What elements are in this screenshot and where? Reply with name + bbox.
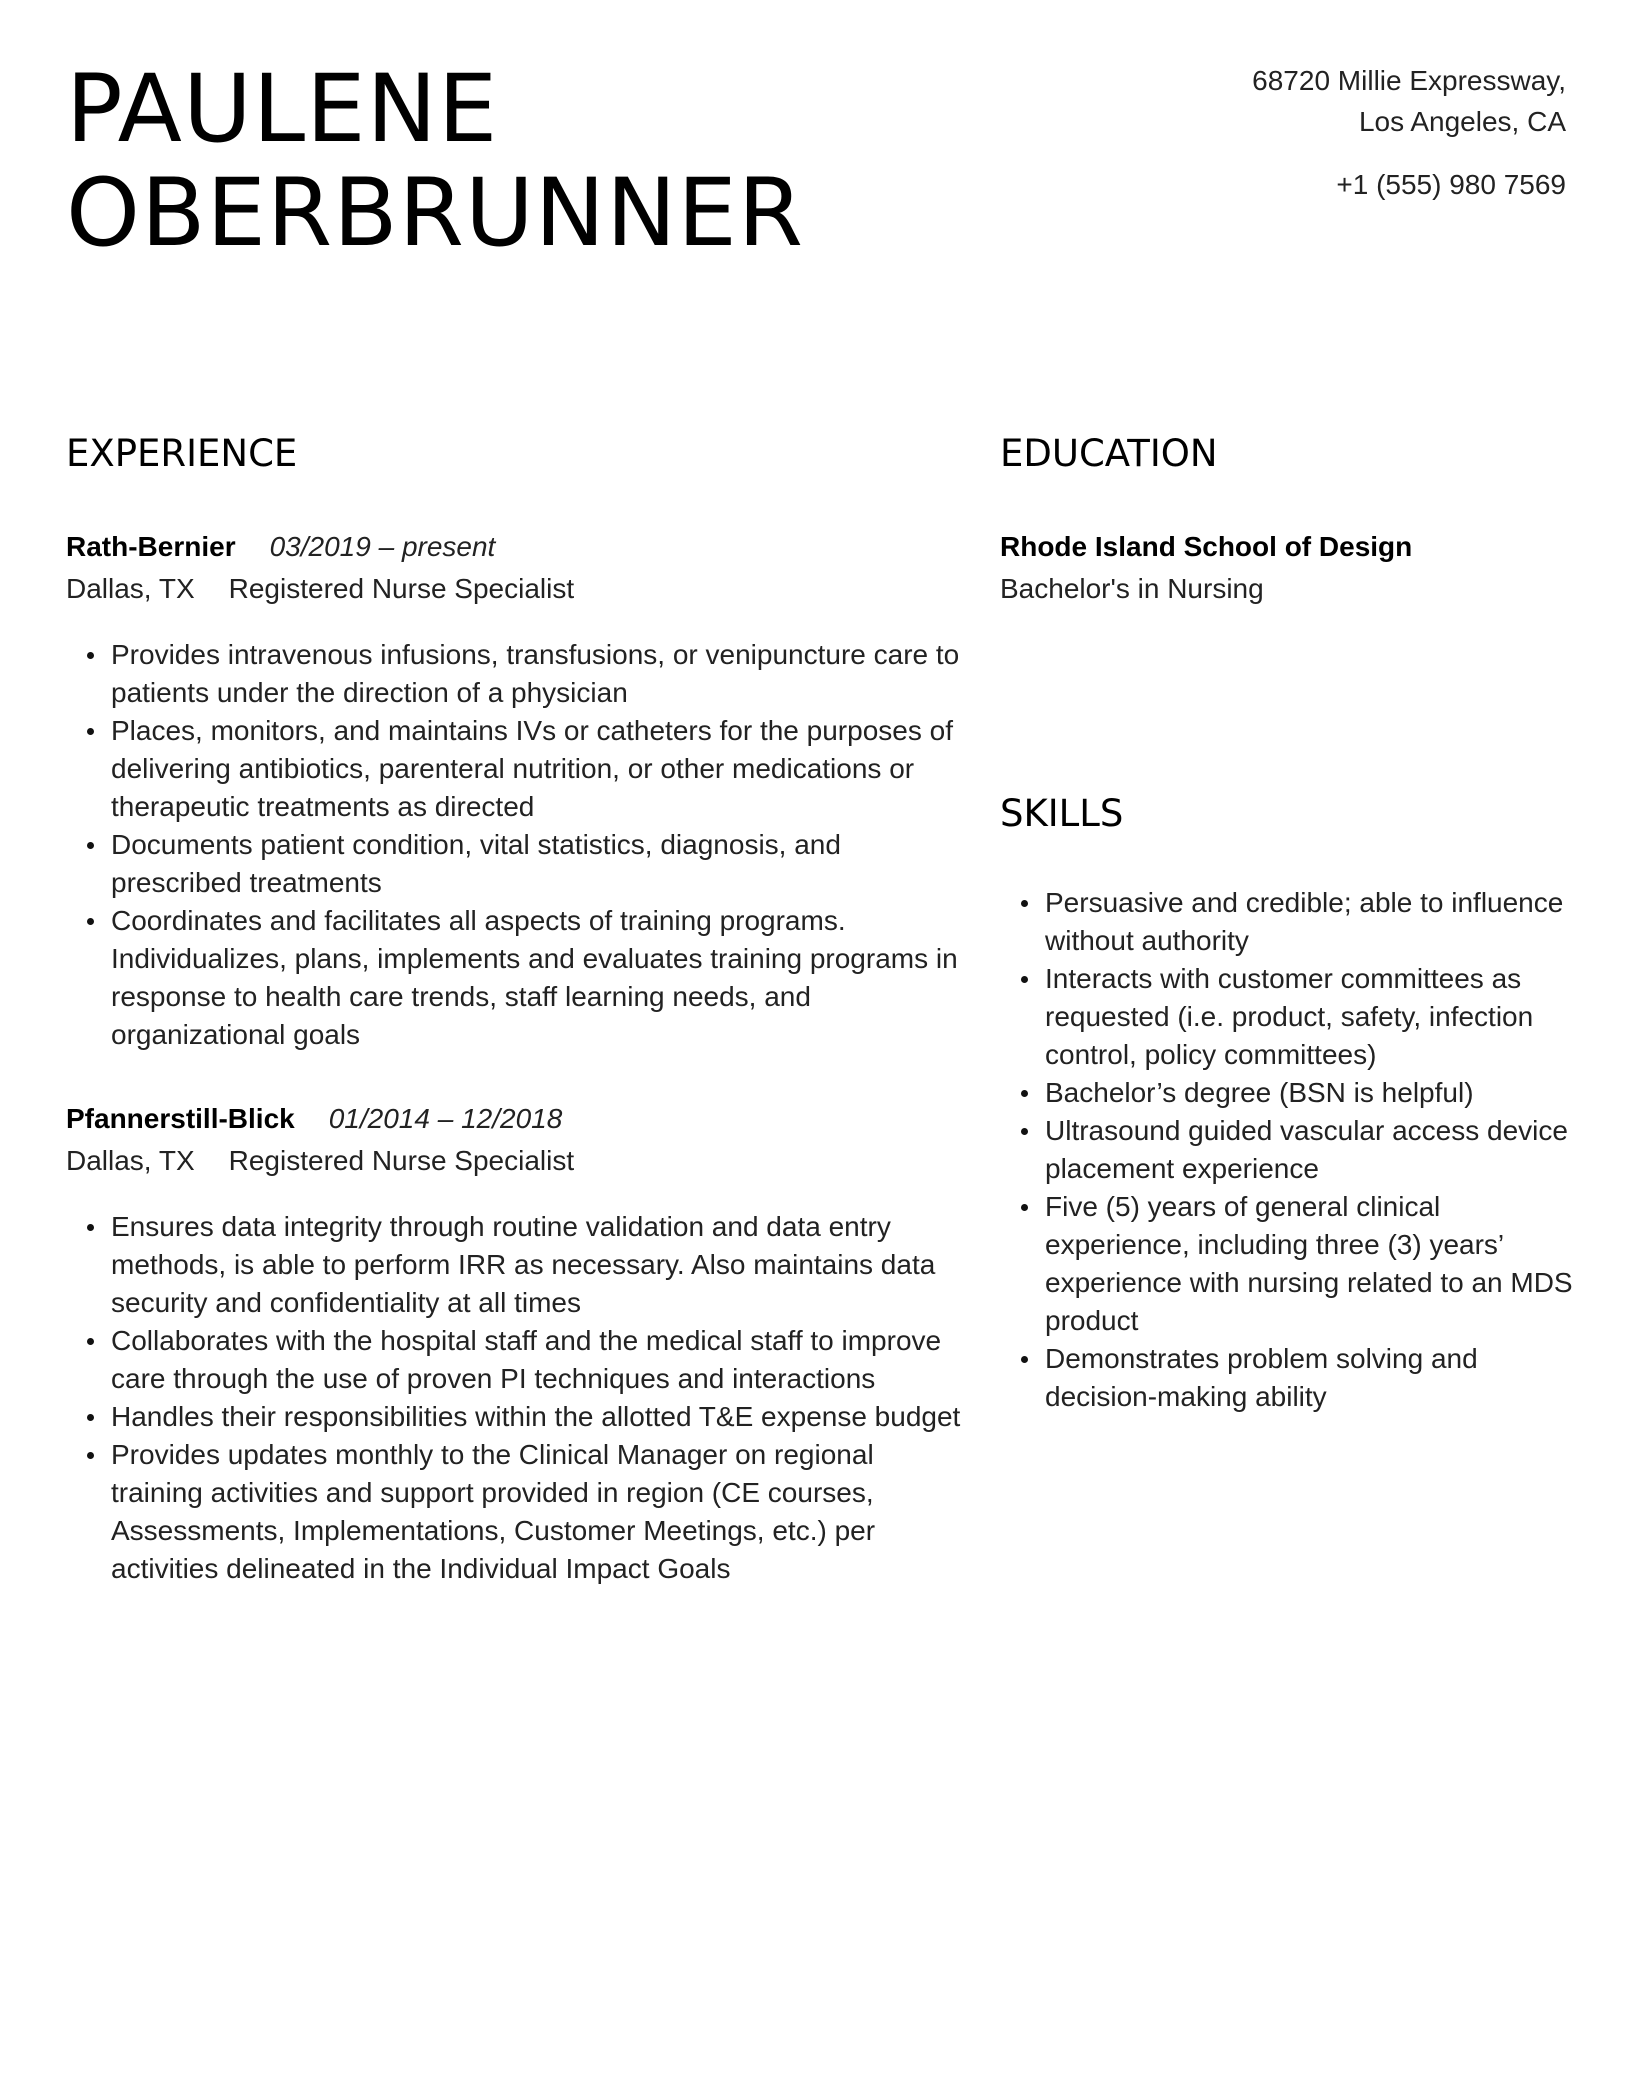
list-item: Interacts with customer committees as requested (i.e. product, safety, infection control, policy committees) xyxy=(1045,960,1580,1074)
company-name: Pfannerstill-Blick xyxy=(66,1103,295,1134)
education-heading: EDUCATION xyxy=(1000,432,1218,475)
skills-heading: SKILLS xyxy=(1000,792,1124,835)
list-item: Ultrasound guided vascular access device placement experience xyxy=(1045,1112,1580,1188)
name-first: PAULENE xyxy=(66,55,499,164)
list-item: Handles their responsibilities within the allotted T&E expense budget xyxy=(111,1398,966,1436)
job-dates: 03/2019 – present xyxy=(269,531,496,562)
address-line-1: 68720 Millie Expressway, xyxy=(1252,65,1566,96)
job-location: Dallas, TX xyxy=(66,573,195,604)
education-entry xyxy=(1000,526,1580,610)
job-subheader xyxy=(66,568,966,610)
name-last: OBERBRUNNER xyxy=(66,159,805,268)
company-name: Rath-Bernier xyxy=(66,531,236,562)
degree: Bachelor's in Nursing xyxy=(1000,573,1264,604)
list-item: Places, monitors, and maintains IVs or catheters for the purposes of delivering antibiotics, parenteral nutrition, or other medications or therapeutic treatments as directed xyxy=(111,712,966,826)
list-item: Persuasive and credible; able to influence without authority xyxy=(1045,884,1580,960)
job-location: Dallas, TX xyxy=(66,1145,195,1176)
experience-section xyxy=(66,428,966,1588)
address-line-2: Los Angeles, CA xyxy=(1358,106,1566,137)
contact-block xyxy=(1252,60,1566,205)
skills-list xyxy=(1000,884,1580,1416)
job-header xyxy=(66,526,966,568)
list-item: Provides intravenous infusions, transfusions, or venipuncture care to patients under the direction of a physician xyxy=(111,636,966,712)
job-entry xyxy=(66,1098,966,1588)
job-duties-list xyxy=(66,1208,966,1588)
job-header xyxy=(66,1098,966,1140)
list-item: Demonstrates problem solving and decision-making ability xyxy=(1045,1340,1580,1416)
list-item: Documents patient condition, vital statistics, diagnosis, and prescribed treatments xyxy=(111,826,966,902)
job-dates: 01/2014 – 12/2018 xyxy=(328,1103,563,1134)
list-item: Five (5) years of general clinical experience, including three (3) years’ experience with nursing related to an MDS product xyxy=(1045,1188,1580,1340)
list-item: Provides updates monthly to the Clinical Manager on regional training activities and support provided in region (CE courses, Assessments, Implementations, Customer Meetings, etc.) per activities delineated in the Individual Impact Goals xyxy=(111,1436,966,1588)
candidate-name xyxy=(66,55,805,268)
job-role: Registered Nurse Specialist xyxy=(228,573,575,604)
experience-heading: EXPERIENCE xyxy=(66,432,298,475)
job-entry xyxy=(66,526,966,1054)
list-item: Ensures data integrity through routine validation and data entry methods, is able to perform IRR as necessary. Also maintains data security and confidentiality at all times xyxy=(111,1208,966,1322)
list-item: Bachelor’s degree (BSN is helpful) xyxy=(1045,1074,1580,1112)
list-item: Collaborates with the hospital staff and the medical staff to improve care through the use of proven PI techniques and interactions xyxy=(111,1322,966,1398)
job-role: Registered Nurse Specialist xyxy=(228,1145,575,1176)
school-name: Rhode Island School of Design xyxy=(1000,531,1413,562)
phone-number: +1 (555) 980 7569 xyxy=(1336,169,1566,200)
sidebar-column xyxy=(1000,428,1580,1416)
skills-section xyxy=(1000,788,1580,1416)
list-item: Coordinates and facilitates all aspects of training programs. Individualizes, plans, implements and evaluates training programs in response to health care trends, staff learning needs, and organizational goals xyxy=(111,902,966,1054)
job-duties-list xyxy=(66,636,966,1054)
job-subheader xyxy=(66,1140,966,1182)
